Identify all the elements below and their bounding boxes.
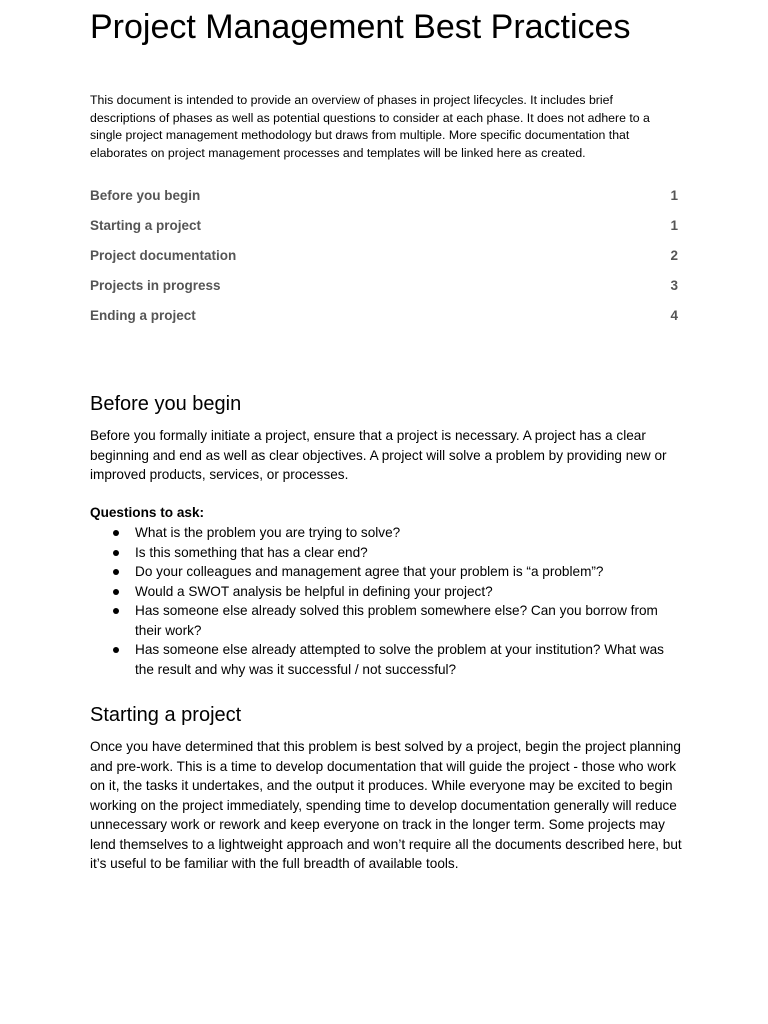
question-text: Has someone else already attempted to solve the problem at your institution? What was the result and why was it successful / not successful? (135, 642, 664, 677)
toc-page-number: 3 (670, 278, 678, 293)
toc-entry-starting-a-project[interactable] (90, 214, 680, 244)
question-text: Is this something that has a clear end? (135, 544, 368, 560)
table-of-contents (90, 184, 680, 334)
question-text: Would a SWOT analysis be helpful in defining your project? (135, 583, 493, 599)
document-title: Project Management Best Practices (90, 8, 631, 46)
bullet-icon (113, 647, 119, 653)
question-text: Has someone else already solved this problem somewhere else? Can you borrow from their work? (135, 603, 658, 638)
question-text: What is the problem you are trying to solve? (135, 525, 401, 540)
bullet-icon (113, 589, 119, 595)
toc-label[interactable]: Starting a project (90, 218, 202, 233)
list-item (90, 640, 682, 679)
starting-a-project-paragraph: Once you have determined that this problem is best solved by a project, begin the project planning and pre-work. This is a time to develop documentation that will guide the project - those who work on it, the tasks it undertakes, and the output it produces. While everyone may be excited to begin working on the project immediately, spending time to develop documentation generally will reduce unnecessary work or rework and keep everyone on track in the longer term. Some projects may lend themselves to a lightweight approach and won’t require all the documents described here, but it’s useful to be familiar with the full breadth of available tools. (90, 739, 682, 871)
list-item (90, 601, 682, 640)
toc-page-number: 1 (670, 188, 678, 203)
toc-page-number: 4 (670, 308, 678, 323)
toc-label[interactable]: Project documentation (90, 248, 237, 263)
bullet-icon (113, 550, 119, 556)
bullet-icon (113, 608, 119, 614)
toc-entry-project-documentation[interactable] (90, 244, 680, 274)
toc-page-number: 2 (670, 248, 678, 263)
questions-list (90, 523, 682, 679)
toc-entry-ending-a-project[interactable] (90, 304, 680, 334)
toc-page-number: 1 (670, 218, 678, 233)
list-item (90, 523, 682, 543)
bullet-icon (113, 530, 119, 536)
toc-entry-before-you-begin[interactable] (90, 184, 680, 214)
before-you-begin-paragraph: Before you formally initiate a project, ensure that a project is necessary. A project has a clear beginning and end as well as clear objectives. A project will solve a problem by providing new or improved products, services, or processes. (90, 428, 667, 482)
question-text: Do your colleagues and management agree that your problem is “a problem”? (135, 564, 604, 579)
toc-label[interactable]: Ending a project (90, 308, 196, 323)
section-heading-before-you-begin: Before you begin (90, 393, 242, 415)
bullet-icon (113, 569, 119, 575)
list-item (90, 562, 682, 582)
list-item (90, 543, 682, 563)
section-heading-starting-a-project: Starting a project (90, 704, 242, 726)
intro-paragraph: This document is intended to provide an overview of phases in project lifecycles. It includes brief descriptions of phases as well as potential questions to consider at each phase. It does not adhere to a single project management methodology but draws from multiple. More specific documentation that elaborates on project management processes and templates will be linked here as created. (90, 93, 650, 160)
list-item (90, 582, 682, 602)
toc-entry-projects-in-progress[interactable] (90, 274, 680, 304)
toc-label[interactable]: Projects in progress (90, 278, 221, 293)
questions-heading: Questions to ask: (90, 505, 205, 520)
toc-label[interactable]: Before you begin (90, 188, 201, 203)
